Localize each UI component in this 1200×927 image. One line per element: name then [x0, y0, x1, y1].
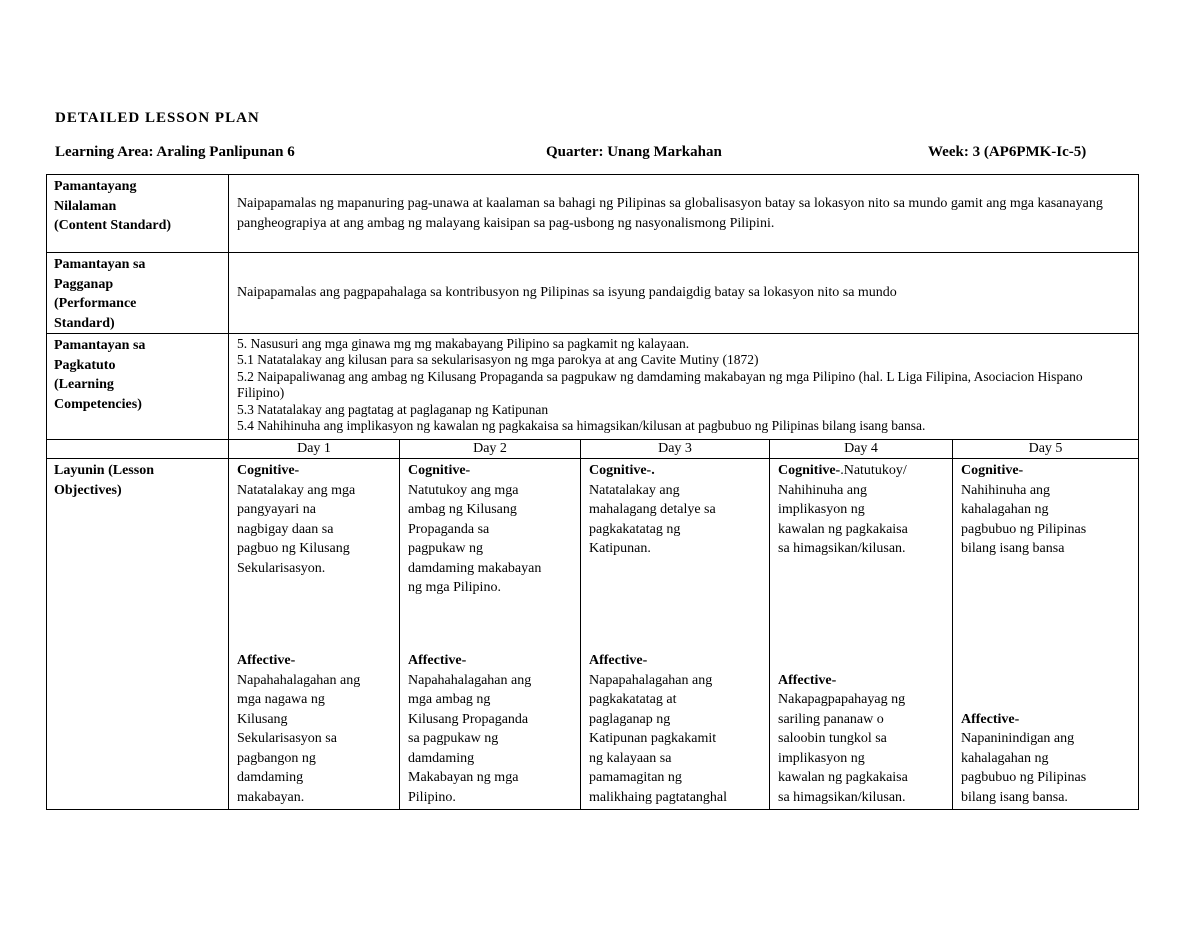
lesson-plan-table	[46, 174, 1139, 810]
learning-competencies-label: Pamantayan sa Pagkatuto (Learning Competencies)	[47, 334, 229, 440]
day-objectives-cell	[400, 459, 581, 810]
day-objectives-cell	[229, 459, 400, 810]
day-objectives-cell	[953, 459, 1139, 810]
day-header-row	[47, 440, 1139, 459]
quarter-label: Quarter: Unang Markahan	[546, 144, 722, 160]
cognitive-text: Natutukoy ang mga ambag ng Kilusang Propaganda sa pagpukaw ng damdaming makabayan ng mga Pilipino.	[408, 482, 542, 595]
affective-text: Nakapagpapahayag ng sariling pananaw o saloobin tungkol sa implikasyon ng kawalan ng pagkakaisa sa himagsikan/kilusan.	[778, 692, 908, 805]
day-header: Day 5	[953, 440, 1139, 459]
affective-text: Napapahalagahan ang pagkakatatag at paglaganap ng Katipunan pagkakamit ng kalayaan sa pamamagitan ng malikhaing pagtatanghal	[589, 672, 728, 805]
competency-item: 5.3 Natatalakay ang pagtatag at paglaganap ng Katipunan	[237, 401, 549, 417]
day-header-empty	[47, 440, 229, 459]
cognitive-label: Cognitive-.	[589, 463, 655, 478]
day-objectives-cell	[770, 459, 953, 810]
performance-standard-label: Pamantayan sa Pagganap (Performance Standard)	[47, 253, 229, 334]
cognitive-label: Cognitive-	[778, 463, 841, 478]
competency-item: 5.2 Naipapaliwanag ang ambag ng Kilusang Propaganda sa pagpukaw ng damdaming makabayan ng mga Pilipino (hal. L Liga Filipina, Asociacion Hispano Filipino)	[237, 368, 1083, 401]
learning-competencies-row	[47, 334, 1139, 440]
cognitive-label: Cognitive-	[408, 463, 471, 478]
cognitive-objective	[408, 461, 574, 598]
cognitive-text: Nahihinuha ang implikasyon ng kawalan ng pagkakaisa sa himagsikan/kilusan.	[778, 482, 908, 556]
content-standard-label: Pamantayang Nilalaman (Content Standard)	[47, 175, 229, 253]
content-standard-row	[47, 175, 1139, 253]
affective-label: Affective-	[589, 653, 648, 668]
affective-text: Napahahalagahan ang mga nagawa ng Kilusang Sekularisasyon sa pagbangon ng damdaming makabayan.	[237, 672, 361, 805]
objectives-row	[47, 459, 1139, 810]
cognitive-text: Natatalakay ang mahalagang detalye sa pagkakatatag ng Katipunan.	[589, 482, 716, 556]
content-standard-text: Naipapamalas ng mapanuring pag-unawa at kaalaman sa bahagi ng Pilipinas sa globalisasyon batay sa lokasyon nito sa mundo gamit ang mga kasanayang pangheograpiya at ang ambag ng malayang kaisipan sa pag-usbong ng nasyonalismong Pilipini.	[229, 175, 1139, 253]
cognitive-inline-text: .Natutukoy/	[840, 463, 907, 478]
affective-text: Napahahalagahan ang mga ambag ng Kilusang Propaganda sa pagpukaw ng damdaming Makabayan ng mga Pilipino.	[408, 672, 532, 805]
affective-objective	[961, 710, 1132, 808]
objectives-label: Layunin (Lesson Objectives)	[47, 459, 229, 810]
affective-text: Napaninindigan ang kahalagahan ng pagbubuo ng Pilipinas bilang isang bansa.	[961, 731, 1087, 805]
affective-label: Affective-	[961, 711, 1020, 727]
day-objectives-cell	[581, 459, 770, 810]
week-label: Week: 3 (AP6PMK-Ic-5)	[928, 144, 1087, 160]
competency-item: 5. Nasusuri ang mga ginawa mg mg makabayang Pilipino sa pagkamit ng kalayaan.	[237, 336, 690, 351]
document-title: DETAILED LESSON PLAN	[55, 110, 260, 126]
affective-label: Affective-	[408, 653, 467, 668]
cognitive-objective	[237, 461, 393, 578]
day-header: Day 1	[229, 440, 400, 459]
cognitive-objective	[961, 461, 1132, 559]
competency-item: 5.1 Natatalakay ang kilusan para sa sekularisasyon ng mga parokya at ang Cavite Mutiny (1872)	[237, 352, 759, 368]
affective-label: Affective-	[237, 653, 296, 668]
affective-objective	[589, 651, 763, 807]
cognitive-label: Cognitive-	[961, 463, 1024, 478]
cognitive-label: Cognitive-	[237, 463, 300, 478]
lesson-meta-row	[55, 144, 1115, 164]
competency-item: 5.4 Nahihinuha ang implikasyon ng kawalan ng pagkakaisa sa himagsikan/kilusan at pagbubuo ng Pilipinas bilang isang bansa.	[237, 418, 926, 434]
affective-label: Affective-	[778, 672, 837, 688]
affective-objective	[408, 651, 574, 807]
cognitive-objective	[589, 461, 763, 559]
learning-competencies-list	[229, 334, 1139, 440]
affective-objective	[237, 651, 393, 807]
performance-standard-text: Naipapamalas ang pagpapahalaga sa kontribusyon ng Pilipinas sa isyung pandaigdig batay sa lokasyon nito sa mundo	[229, 253, 1139, 334]
performance-standard-row	[47, 253, 1139, 334]
cognitive-objective	[778, 461, 946, 559]
cognitive-text: Nahihinuha ang kahalagahan ng pagbubuo ng Pilipinas bilang isang bansa	[961, 482, 1087, 556]
cognitive-text: Natatalakay ang mga pangyayari na nagbigay daan sa pagbuo ng Kilusang Sekularisasyon.	[237, 482, 356, 576]
day-header: Day 2	[400, 440, 581, 459]
affective-objective	[778, 671, 946, 808]
day-header: Day 4	[770, 440, 953, 459]
day-header: Day 3	[581, 440, 770, 459]
learning-area-label: Learning Area: Araling Panlipunan 6	[55, 144, 295, 160]
